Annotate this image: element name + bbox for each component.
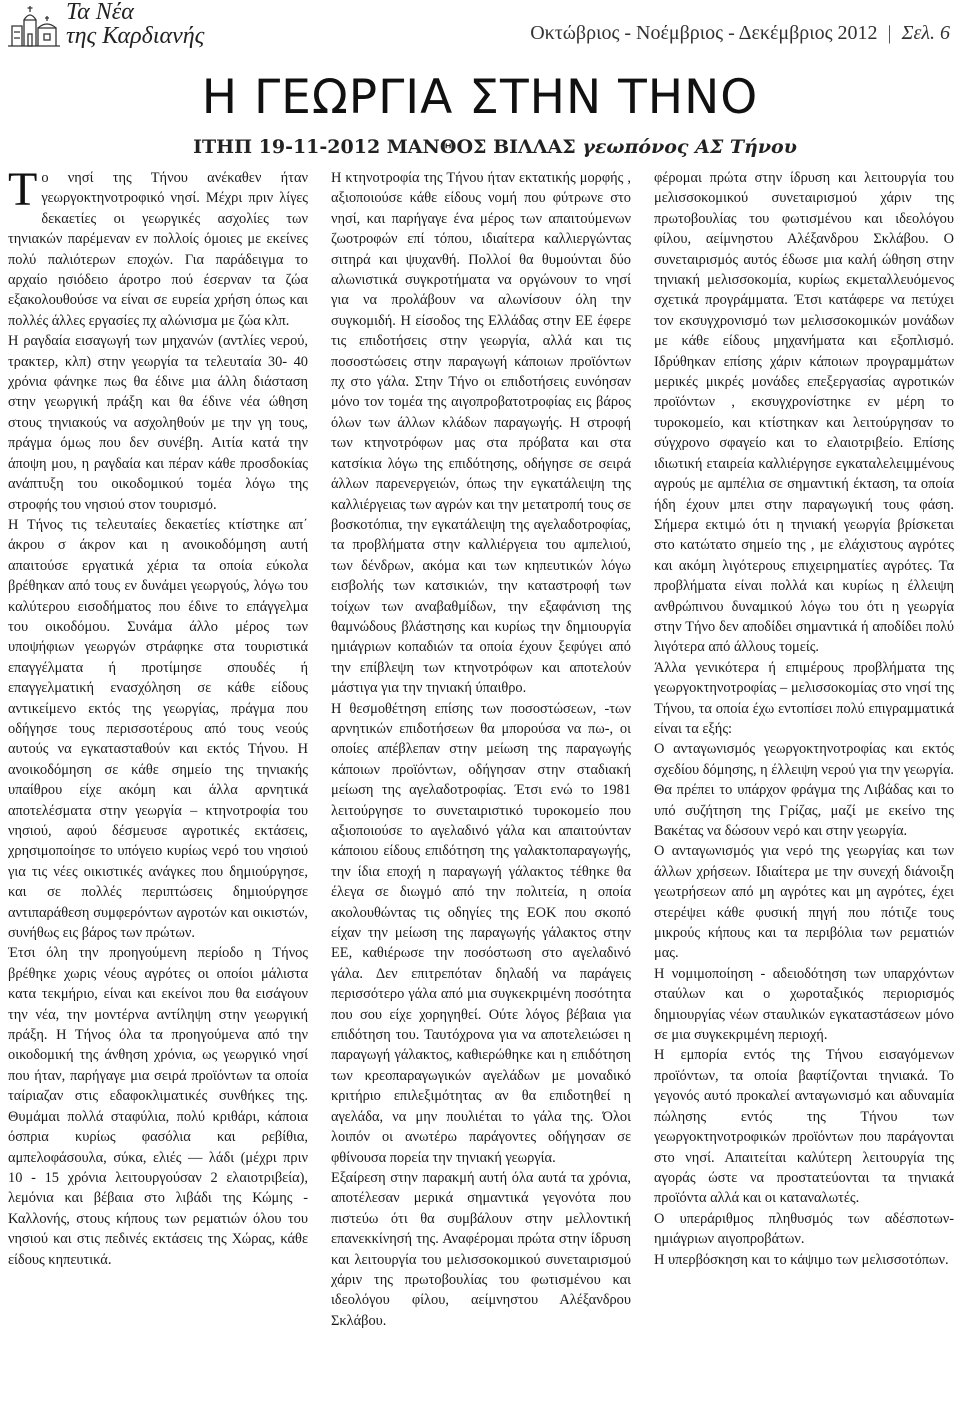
paragraph: Η ραγδαία εισαγωγή των μηχανών (αντλίες νερού, τρακτερ, κλπ) στην γεωργία τα τελευταία 30- 40 χρόνια φάνηκε πως θα έδινε μια άλλη διάσταση στην γεωργική πράξη και θα έδινε νέα ώθηση στους τηνιακούς να ασχοληθούν με την γη τους, πράγμα όμως που δεν συνέβη. Αιτία κατά την άποψη μου, η ραγδαία και πέραν κάθε προσδοκίας ανάπτυξη του οικοδομικού τομέα λόγω της στροφής του νησιού στον τουρισμό. (8, 333, 308, 513)
subtitle-role: γεωπόνος ΑΣ Τήνου (582, 136, 797, 158)
church-logo-icon (6, 2, 62, 48)
paragraph: φέρομαι πρώτα στην ίδρυση και λειτουργία του μελισσοκομικού συνεταιρισμού χάριν της πρωτοβουλίας του φωτισμένου και ιδεολόγου φίλου, αείμνηστου Αλέξανδρου Σκλάβου. Ο συνεταιρισμός αυτός έδωσε μια καλή ώθηση στην τηνιακή μελισσοκομία, κυρίως εκμεταλλευόμενος σχετικά προγράμματα. Έτσι κατάφερε να πετύχει τον εκσυγχρονισμό των μελισσοκομικών μονάδων με κάθε είδους μηχανήματα και εξοπλισμό. Ιδρύθηκαν επίσης χάριν κάποιων προγραμμάτων μερικές μικρές μονάδες επεξεργασίας αγροτικών προϊόντων , εκσυγχρονίστηκε εν μέρη το τυροκομείο, και κτίστηκαν και λειτούργησαν το σύγχρονο σφαγείο και το ελαιοτριβείο. Επίσης ιδιωτική εταιρεία καλλιέργησε εγκαταλελειμμένους αγρούς με αμπέλια σε σημαντική έκταση, τα οποία ήδη έχουν μπει στην παραγωγική τους φάση. Σήμερα εκτιμώ ότι η τηνιακή γεωργία βρίσκεται στο κατώτατο σημείο της , με ελάχιστους αγρότες και ακόμη λιγότερους επιχειρηματίες αγρότες. Τα προβλήματα είναι πολλά και κυρίως η έλλειψη ανθρώπινου δυναμικού λόγω του ότι η γεωργία στην Τήνο δεν αποδίδει σημαντικά ή αποδίδει πολύ λιγότερα από άλλους τομείς. (654, 170, 954, 656)
paragraph: Η θεσμοθέτηση επίσης των ποσοστώσεων, -των αρνητικών επιδοτήσεων θα μπορούσα να πω-, οι οποίες απέβλεπαν στην μείωση της παραγωγής κάποιων προϊόντων, οδήγησαν στην σταδιακή μείωση της αγελαδοτροφίας. Έτσι ενώ το 1981 λειτούργησε το συνεταιριστικό τυροκομείο που αξιοποιούσε το αγελαδινό γάλα και απαιτούνταν κάποιου είδους επιδότηση της γαλακτοπαραγωγής, την ίδια εποχή η παραγωγή γάλακτος τέθηκε θα έλεγα σε διωγμό από την πολιτεία, η οποία ακολουθώντας τις οδηγίες της ΕΟΚ που σκοπό είχαν την μείωση της παραγωγής γάλακτος στην ΕΕ, καθιέρωσε την ποσόστωση στο αγελαδινό γάλα. Δεν επιτρεπόταν δηλαδή να παράγεις περισσότερο γάλα από μια συγκεκριμένη ποσότητα που σου είχε χορηγηθεί. Ούτε λόγος βέβαια για επιδότηση του. Ταυτόχρονα για να αποτελειώσει η παραγωγή γάλακτος, καθιερώθηκε και η επιδότηση των κρεοπαραγωγικών αγελάδων με μοναδικό κριτήριο επιλεξιμότητας αν θα επιδοτηθεί η αγελάδα, να μην πουλιέται το γάλα της. Όλοι λοιπόν οι ανωτέρω παράγοντες οδήγησαν σε φθίνουσα πορεία την τηνιακή γεωργία. (331, 700, 631, 1166)
paper-name-line1: Τα Νέα (66, 0, 134, 25)
article-column-1 (8, 168, 308, 1413)
paragraph: Η υπερβόσκηση και το κάψιμο των μελισσοτόπων. (654, 1251, 949, 1268)
paper-name-line2: της Καρδιανής (66, 23, 205, 49)
article-column-3 (654, 168, 954, 1413)
paragraph: Έτσι όλη την προηγούμενη περίοδο η Τήνος βρέθηκε χωρις νέους αγρότες οι οποίοι μάλιστα κατα τεκμήριο, είναι και εκείνοι που θα εισάγουν την νέα, την μοντέρνα αντίληψη στην γεωργική πράξη. Η Τήνος όλα τα προηγούμενα από την οικοδομική της άνθηση χρόνια, ως γεωργικό νησί που ήταν, παρήγαγε μια σειρά προϊόντων τα οποία ταίριαζαν στις εδαφοκλιματικές συνθήκες της. Θυμάμαι πολλά σταφύλια, πολύ κριθάρι, κάποια όσπρια κυρίως φασόλια και ρεβίθια, αμπελοφάσουλα, σύκα, ελιές — λάδι (μέχρι πριν 10 - 15 χρόνια λειτουργούσαν 2 ελαιοτριβεία), λεμόνια και βέβαια στο λιβάδι της Κώμης - Καλλονής, στους κήπους των ρεματιών όλου του νησιού και στις πεδινές εκτάσεις της Χώρας, κάθε είδους κηπευτικά. (8, 945, 308, 1268)
paragraph: Ο υπεράριθμος πληθυσμός των αδέσποτων- ημιάγριων αιγοπροβάτων. (654, 1210, 954, 1248)
paragraph: Η νομιμοποίηση - αδειοδότηση των υπαρχόντων σταύλων και ο χωροταξικός περιορισμός δημιουργίας νέων σταυλικών εγκαταστάσεων μόνο σε μια συγκεκριμένη περιοχή. (654, 965, 954, 1044)
paragraph: Άλλα γενικότερα ή επιμέρους προβλήματα της γεωργοκτηνοτροφίας – μελισσοκομίας στο νησί της Τήνου, τα οποία έχω εντοπίσει πολύ επιγραμματικά είναι τα εξής: (654, 659, 954, 737)
issue-separator: | (887, 22, 892, 44)
article-column-2 (331, 168, 631, 1413)
paper-name (66, 0, 204, 48)
paragraph: Η εμπορία εντός της Τήνου εισαγόμενων προϊόντων, τα οποία βαφτίζονται τηνιακά. Το γεγονός αυτό προκαλεί ανταγωνισμό και αδυναμία πώλησης εντός της Τήνου των γεωργοκτηνοτροφικών προϊόντων που παράγονται στο νησί. Απαιτείται καλύτερη λειτουργία της αγοράς ώστε να προστατεύονται τα τηνιακά προϊόντα αλλά και οι καταναλωτές. (654, 1047, 954, 1207)
masthead (0, 0, 960, 56)
paragraph: Η Τήνος τις τελευταίες δεκαετίες κτίστηκε απ΄ άκρου σ άκρον και η ανοικοδόμηση αυτή απαιτούσε εργατικά χέρια τα οποία εύκολα βρέθηκαν από τους εν δυνάμει γεωργούς, λόγω του καλύτερου εισοδήματος που έδινε το επάγγελμα του οικοδόμου. Συνάμα άλλο μέρος των υποψήφιων γεωργών στράφηκε στα τουριστικά επαγγέλματα ή προτίμησε σπουδές ή επαγγελματική ενασχόληση σε κάθε είδους αντικείμενο εκτός της γεωργίας, πράγμα που οδήγησε τους περισσοτέρους από τους νεούς αυτούς να εγκατασταθούν και εκτός Τήνου. Η ανοικοδόμηση σε κάθε σημείο της τηνιακής υπαίθρου είχε ακόμη και άλλα αρνητικά αποτελέσματα στην γεωργία – κτηνοτροφία του νησιού, αφού δέσμευσε αγροτικές εκτάσεις, χρησιμοποίησε το υπόγειο κυρίως νερό του νησιού για τις νέες οικιστικές ανάγκες που δημιούργησε, και σε πολλές περιπτώσεις δημιούργησε αντιπαράθεση συμφερόντων αγροτών και οικιστών, συνήθως εις βάρος των πρώτων. (8, 516, 308, 942)
page-number: Σελ. 6 (901, 22, 950, 44)
article-title: Η ΓΕΩΡΓΙΑ ΣΤΗΝ ΤΗΝΟ (201, 70, 759, 125)
subtitle-main: ΙΤΗΠ 19-11-2012 ΜΑΝΘΟΣ ΒΙΛΛΑΣ (193, 136, 576, 158)
article-subtitle (185, 136, 805, 158)
issue-date: Οκτώβριος - Νοέμβριος - Δεκέμβριος 2012 (530, 22, 878, 44)
paragraph (8, 168, 308, 331)
paragraph-text: ο νησί της Τήνου ανέκαθεν ήταν γεωργοκτηνοτροφικό νησί. Μέχρι πριν λίγες δεκαετίες οι γεωργικές ασχολίες των τηνιακών παρέμεναν εν πολλοίς όμοιες με εκείνες πολύ παλιότερων εποχών. Για παράδειγμα το αρχαίο ησιόδειο άροτρο πού έσερναν τα ζώα εξακολουθούσε να είναι σε ευρεία χρήση όπως και πολλές άλλες εργασίες πχ αλώνισμα με ζώα κλπ. (8, 170, 308, 329)
paragraph: Ο ανταγωνισμός για νερό της γεωργίας και των άλλων χρήσεων. Ιδιαίτερα με την συνεχή διάνοιξη γεωτρήσεων από μη αγρότες και μη αγρότες, έχει στερέψει κάθε φυσική πηγή που πότιζε τους μικρούς κήπους και τα περιβόλια των ρεματιών μας. (654, 843, 954, 962)
dropcap: Τ (8, 168, 38, 216)
paragraph: Ο ανταγωνισμός γεωργοκτηνοτροφίας και εκτός σχεδίου δόμησης, η έλλειψη νερού για την γεωργία. Θα πρέπει το υπάρχον φράγμα της Λιβάδας και το υπό συζήτηση της Γρίζας, μαζί με εκείνο της Βακέτας να δώσουν νερό και στην γεωργία. (654, 741, 954, 839)
paragraph: Η κτηνοτροφία της Τήνου ήταν εκτατικής μορφής , αξιοποιούσε κάθε είδους νομή που φύτρωνε στο νησί, και παρήγαγε ένα μέρος των απαιτούμενων ζωοτροφών επί τόπου, ιδιαίτερα καλλιεργώντας σιτηρά και ψυχανθή. Πολλοί θα θυμούνται δύο αλωνιστικά συγκροτήματα να οργώνουν το νησί για να προλάβουν να αλωνίσουν όλη την συγκομιδή. Η είσοδος της Ελλάδας στην ΕΕ έφερε τις επιδοτήσεις στην γεωργία, αλλά και τις ποσοστώσεις στην παραγωγή κάποιων προϊόντων πχ στο γάλα. Στην Τήνο οι επιδοτήσεις ευνόησαν μόνο τον τομέα της αιγοπροβατοτροφίας εις βάρος όλων των άλλων κλάδων παραγωγής. Η στροφή των κτηνοτρόφων μας στα πρόβατα και στα κατσίκια λόγω της επιδότησης, οδήγησε σε σειρά άλλων παρενεργειών, όπως την εγκατάλειψη της καλλιέργειας των αγρών και την μετατροπή τους σε βοσκοτόπια, την εγκατάλειψη της αγελαδοτροφίας, τα προβλήματα στην καλλιέργεια του αμπελιού, των δένδρων, ακόμα και των κηπευτικών λόγω εισβολής των κατσικιών, την καταστροφή των τοίχων των αναβαθμίδων, την εξαφάνιση της θαμνώδους βλάστησης και κυρίως την δημιουργία ημιάγριων κοπαδιών τα οποία έχουν ξεφύγει από την επίβλεψη των κτηνοτρόφων και αποτελούν μάστιγα για την τηνιακή ύπαιθρο. (331, 170, 631, 697)
issue-info (530, 22, 950, 45)
paragraph: Εξαίρεση στην παρακμή αυτή όλα αυτά τα χρόνια, αποτέλεσαν μερικά σημαντικά γεγονότα που πιστεύω ότι θα συμβάλουν στην μελλοντική επανεκκίνησή της. Αναφέρομαι πρώτα στην ίδρυση και λειτουργία του μελισσοκομικού συνεταιρισμού χάριν της πρωτοβουλίας του φωτισμένου και ιδεολόγου φίλου, αείμνηστου Αλέξανδρου Σκλάβου. (331, 1169, 631, 1329)
